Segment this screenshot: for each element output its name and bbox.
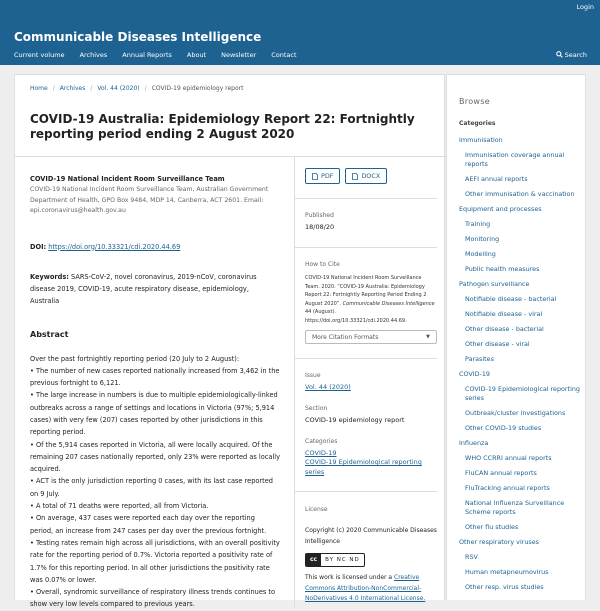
abstract-paragraph: • A total of 71 deaths were reported, all from Victoria. (30, 502, 209, 511)
divider (15, 156, 446, 157)
keywords-label: Keywords: (30, 272, 69, 281)
abstract-paragraph: • ACT is the only jurisdiction reporting 0 cases, with its last case reported on 9 July. (30, 477, 273, 498)
breadcrumb-archives[interactable]: Archives (59, 85, 86, 92)
nav-newsletter[interactable]: Newsletter (221, 51, 257, 59)
sidebar-category-link[interactable]: COVID-19 Epidemiological reporting series (465, 385, 580, 402)
sidebar-category-link[interactable]: Modelling (465, 250, 496, 258)
divider (295, 247, 437, 248)
sidebar-category-link[interactable]: National Influenza Surveillance Scheme reports (465, 499, 565, 516)
sidebar-category-link[interactable]: RSV (465, 553, 478, 561)
issue-block (305, 372, 437, 391)
nav-about[interactable]: About (186, 51, 207, 59)
author-affiliation: COVID-19 National Incident Room Surveillance Team, Australian Government Department of Health, GPO Box 9484, MDP 14, Canberra, ACT 2601. Email: epi.coronavirus@health.gov.au (30, 186, 269, 214)
sidebar-category-link[interactable]: FluTracking annual reports (465, 484, 550, 492)
sidebar-category-link[interactable]: Other respiratory viruses (459, 538, 539, 546)
divider (295, 491, 437, 492)
column-divider (294, 157, 295, 607)
sidebar-category-link[interactable]: Parasites (465, 355, 494, 363)
article-details (305, 168, 437, 605)
sidebar-category-link[interactable]: Immunisation (459, 136, 503, 144)
copyright-text: Copyright (c) 2020 Communicable Diseases Intelligence (305, 527, 437, 545)
published-date: 18/08/20 (305, 223, 335, 231)
citation-formats-dropdown[interactable] (305, 330, 437, 344)
sidebar-category-link[interactable]: Other immunisation & vaccination (465, 190, 575, 198)
category-list (459, 136, 584, 598)
docx-label: DOCX (361, 172, 381, 180)
abstract-paragraph: • On average, 437 cases were reported each day over the reporting period, an increase from 247 cases per day over the previous fortnight. (30, 514, 267, 535)
article-title: COVID-19 Australia: Epidemiology Report 22: Fortnightly reporting period ending 2 August 2020 (30, 112, 415, 141)
license-text: This work is licensed under a Creative Commons Attribution-NonCommercial-NoDerivatives 4.0 International License. (305, 574, 426, 603)
abstract (30, 353, 280, 611)
breadcrumb-issue[interactable]: Vol. 44 (2020) (97, 85, 140, 92)
section-block (305, 405, 437, 424)
keywords (30, 271, 280, 307)
keywords-text: SARS-CoV-2, novel coronavirus, 2019-nCoV, coronavirus disease 2019, COVID-19, acute respiratory disease, epidemiology, Australia (30, 272, 257, 305)
sidebar-category-link[interactable]: Notifiable disease - viral (465, 310, 543, 318)
breadcrumb: Home / Archives / Vol. 44 (2020) / COVID-19 epidemiology report (30, 85, 244, 92)
doi (30, 241, 280, 253)
sidebar-category-link[interactable]: Public health measures (465, 265, 540, 273)
sidebar (446, 74, 586, 600)
docx-button[interactable] (345, 168, 387, 184)
pdf-button[interactable] (305, 168, 340, 184)
nav-current-volume[interactable]: Current volume (14, 51, 65, 59)
sidebar-category-link[interactable]: FluCAN annual reports (465, 469, 537, 477)
categories-block (305, 438, 437, 478)
pdf-label: PDF (321, 172, 334, 180)
sidebar-category-link[interactable]: Notifiable disease - bacterial (465, 295, 557, 303)
sidebar-category-link[interactable]: WHO CCRRI annual reports (465, 454, 552, 462)
sidebar-category-link[interactable]: Other disease - bacterial (465, 325, 544, 333)
category-link[interactable]: COVID-19 Epidemiological reporting series (305, 458, 422, 476)
sidebar-category-link[interactable]: Other flu studies (465, 523, 519, 531)
abstract-paragraph: • The number of new cases reported nationally increased from 3,462 in the previous fortnight to 6,121. (30, 366, 280, 388)
abstract-heading: Abstract (30, 329, 69, 339)
site-header (0, 0, 600, 65)
sidebar-category-link[interactable]: Pathogen surveillance (459, 280, 530, 288)
categories-heading: Categories (459, 120, 496, 127)
abstract-paragraph: • Of the 5,914 cases reported in Victoria, all were locally acquired. Of the remaining 207 cases nationally reported, only 23% were reported as locally acquired. (30, 440, 280, 474)
main-nav (14, 51, 312, 59)
nav-annual-reports[interactable]: Annual Reports (122, 51, 172, 59)
sidebar-category-link[interactable]: Outbreak/cluster investigations (465, 409, 566, 417)
license-block (305, 506, 437, 605)
sidebar-category-link[interactable]: AEFI annual reports (465, 175, 528, 183)
author-name: COVID-19 National Incident Room Surveillance Team (30, 175, 225, 183)
license-label: License (305, 506, 328, 514)
doi-link[interactable]: https://doi.org/10.33321/cdi.2020.44.69 (48, 242, 181, 251)
sidebar-category-link[interactable]: COVID-19 (459, 370, 490, 378)
published-label: Published (305, 212, 334, 219)
cite-block (305, 261, 437, 344)
article-panel (14, 74, 445, 609)
license-link[interactable]: Creative Commons Attribution-NonCommercial-NoDerivatives 4.0 International License. (305, 574, 426, 603)
article-body (30, 173, 280, 611)
file-icon (352, 173, 358, 180)
sidebar-category-link[interactable]: Human metapneumovirus (465, 568, 549, 576)
abstract-paragraph: • Overall, syndromic surveillance of respiratory illness trends continues to show very low levels compared to previous years. (30, 588, 276, 609)
section-label: Section (305, 404, 328, 412)
categories-label: Categories (305, 437, 338, 445)
file-icon (312, 173, 318, 180)
sidebar-category-link[interactable]: Influenza (459, 439, 489, 447)
login-link[interactable]: Login (576, 3, 594, 11)
cc-license-badge[interactable]: cc BY NC ND (305, 553, 365, 567)
doi-label: DOI: (30, 242, 47, 251)
divider (295, 358, 437, 359)
sidebar-category-link[interactable]: Immunisation coverage annual reports (465, 151, 565, 168)
abstract-paragraph: • Testing rates remain high across all jurisdictions, with an overall positivity rate for the reporting period of 0.7%. Victoria reported a positivity rate of 1.7% for this reporting period. In all other jurisdictions the positivity rate was 0.07% or lower. (30, 538, 280, 584)
issue-link[interactable]: Vol. 44 (2020) (305, 382, 351, 391)
nav-archives[interactable]: Archives (79, 51, 108, 59)
sidebar-category-link[interactable]: Training (465, 220, 491, 228)
abstract-paragraph: Over the past fortnightly reporting period (20 July to 2 August): (30, 354, 240, 363)
galley-buttons (305, 168, 437, 184)
chevron-down-icon: ▼ (426, 333, 430, 340)
search-label: Search (564, 51, 587, 59)
section-value: COVID-19 epidemiology report (305, 415, 405, 424)
browse-heading: Browse (459, 97, 490, 106)
sidebar-category-link[interactable]: Equipment and processes (459, 205, 542, 213)
category-link[interactable]: COVID-19 (305, 448, 337, 457)
sidebar-category-link[interactable]: Other COVID-19 studies (465, 424, 542, 432)
abstract-paragraph: • The large increase in numbers is due to multiple epidemiologically-linked outbreaks across a range of settings and locations in Victoria (97%; 5,914 cases) with very few (207) cases reported by other jurisdictions in this reporting period. (30, 391, 278, 437)
citation-text: COVID-19 National Incident Room Surveillance Team. 2020. “COVID-19 Australia: Epidemiology Report 22: Fortnightly Reporting Period Ending 2 August 2020”. Communicable Diseases Intelligence 44 (August). https://doi.org/10.33321/cdi.2020.44.69. (305, 275, 435, 324)
sidebar-category-link[interactable]: Other resp. virus studies (465, 583, 544, 591)
issue-label: Issue (305, 371, 321, 379)
site-title[interactable]: Communicable Diseases Intelligence (14, 30, 262, 44)
breadcrumb-current: COVID-19 epidemiology report (151, 85, 244, 92)
search-icon (556, 51, 563, 58)
search-link[interactable] (556, 51, 587, 59)
how-to-cite-label: How to Cite (305, 261, 340, 268)
citation-formats-label: More Citation Formats (312, 333, 379, 341)
nav-contact[interactable]: Contact (271, 51, 297, 59)
published-block (305, 212, 437, 231)
sidebar-category-link[interactable]: Other disease - viral (465, 340, 530, 348)
divider (295, 198, 437, 199)
sidebar-category-link[interactable]: Monitoring (465, 235, 500, 243)
breadcrumb-home[interactable]: Home (30, 85, 48, 92)
